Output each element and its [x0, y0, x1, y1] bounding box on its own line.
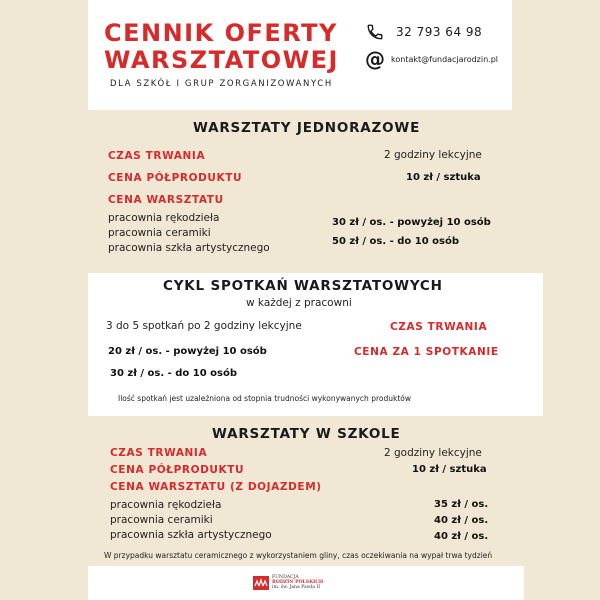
section3-workshop-label: CENA WARSZTATU (Z DOJAZDEM): [110, 481, 322, 493]
section3-price-3: 40 zł / os.: [434, 531, 489, 542]
section1-price-2: 50 zł / os. - do 10 osób: [332, 236, 460, 247]
section2-price-1: 20 zł / os. - powyżej 10 osób: [108, 346, 267, 357]
section1-semi-label: CENA PÓŁPRODUKTU: [108, 172, 243, 184]
section3-semi-value: 10 zł / sztuka: [412, 464, 487, 475]
section1-semi-value: 10 zł / sztuka: [406, 172, 481, 183]
page-title-line2: WARSZTATOWEJ: [104, 46, 339, 74]
section3-room-1: pracownia rękodzieła: [110, 499, 222, 511]
at-sign-icon: @: [365, 47, 385, 71]
logo-line3: im. św. Jana Pawła II: [272, 585, 321, 590]
section3-footnote: W przypadku warsztatu ceramicznego z wykorzystaniem gliny, czas oczekiwania na wypał trwa tydzień: [104, 551, 493, 560]
section3-price-1: 35 zł / os.: [434, 499, 489, 510]
footer-panel: [88, 566, 524, 600]
section1-price-1: 30 zł / os. - powyżej 10 osób: [332, 217, 491, 228]
section1-duration-value: 2 godziny lekcyjne: [384, 149, 482, 161]
section3-room-2: pracownia ceramiki: [110, 514, 213, 526]
section3-room-3: pracownia szkła artystycznego: [110, 529, 272, 541]
section3-title: WARSZTATY W SZKOLE: [212, 426, 401, 442]
phone-icon: [366, 23, 384, 41]
section3-duration-value: 2 godziny lekcyjne: [384, 447, 482, 459]
phone-number[interactable]: 32 793 64 98: [396, 25, 483, 39]
foundation-logo: [253, 572, 363, 594]
section1-title: WARSZTATY JEDNORAZOWE: [193, 120, 421, 136]
section1-workshop-label: CENA WARSZTATU: [108, 194, 224, 206]
logo-line1: FUNDACJA: [272, 575, 299, 580]
section1-room-2: pracownia ceramiki: [108, 227, 211, 239]
section2-duration-value: 3 do 5 spotkań po 2 godziny lekcyjne: [106, 320, 302, 332]
section3-duration-label: CZAS TRWANIA: [110, 447, 208, 459]
email-address[interactable]: kontakt@fundacjarodzin.pl: [391, 55, 499, 64]
section2-note: Ilość spotkań jest uzależniona od stopnia trudności wykonywanych produktów: [118, 394, 411, 403]
logo-line2: RODZIN POLSKICH: [272, 580, 324, 585]
logo-mark-icon: [253, 575, 269, 589]
section2-subtitle: w każdej z pracowni: [246, 297, 352, 309]
header-panel: [88, 0, 512, 110]
section1-room-1: pracownia rękodzieła: [108, 212, 220, 224]
section3-semi-label: CENA PÓŁPRODUKTU: [110, 464, 245, 476]
section2-panel: [88, 273, 543, 416]
section3-price-2: 40 zł / os.: [434, 515, 489, 526]
page-subtitle: DLA SZKÓŁ I GRUP ZORGANIZOWANYCH: [110, 79, 333, 89]
section2-price-label: CENA ZA 1 SPOTKANIE: [354, 346, 499, 358]
page-title-line1: CENNIK OFERTY: [104, 19, 338, 47]
section2-duration-label: CZAS TRWANIA: [390, 321, 488, 333]
section2-title: CYKL SPOTKAŃ WARSZTATOWYCH: [163, 278, 443, 294]
section1-duration-label: CZAS TRWANIA: [108, 150, 206, 162]
section1-room-3: pracownia szkła artystycznego: [108, 242, 270, 254]
section2-price-2: 30 zł / os. - do 10 osób: [110, 368, 238, 379]
